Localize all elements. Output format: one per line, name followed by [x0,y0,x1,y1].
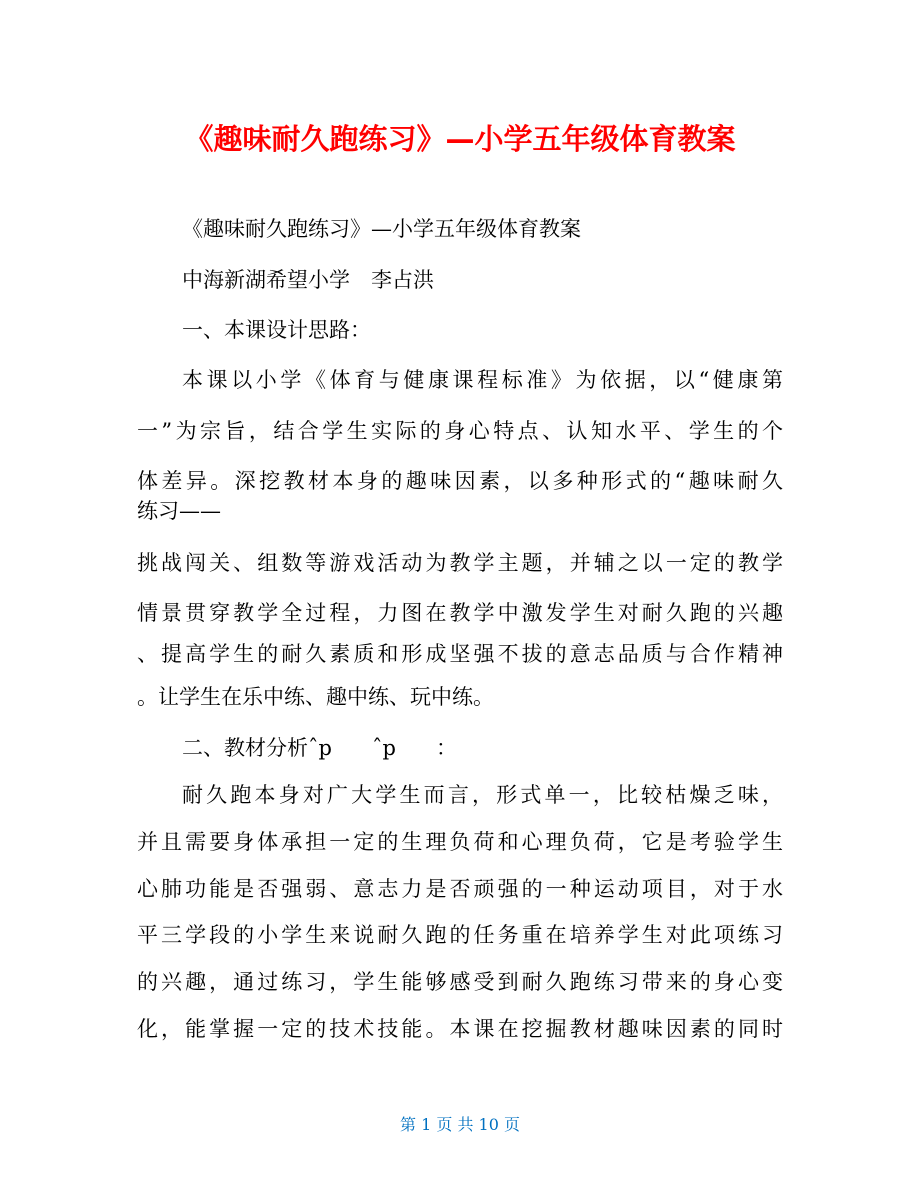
paragraph-line: 中海新湖希望小学 李占洪 [182,268,434,292]
paragraph-line: 的兴趣，通过练习，学生能够感受到耐久跑练习带来的身心变 [137,970,783,994]
paragraph-line: 挑战闯关、组数等游戏活动为教学主题，并辅之以一定的教学 [137,551,783,575]
paragraph-line: 化，能掌握一定的技术技能。本课在挖掘教材趣味因素的同时 [137,1017,783,1041]
paragraph-line: 本课以小学《体育与健康课程标准》为依据，以“健康第 [182,368,783,392]
paragraph-line: 一”为宗旨，结合学生实际的身心特点、认知水平、学生的个 [137,419,783,443]
paragraph-line: 并且需要身体承担一定的生理负荷和心理负荷，它是考验学生 [137,830,783,854]
paragraph-line: 心肺功能是否强弱、意志力是否顽强的一种运动项目，对于水 [137,877,783,901]
section-heading: 二、教材分析ˆp ˆp ： [182,736,457,760]
document-title: 《趣味耐久跑练习》—小学五年级体育教案 [184,122,736,156]
paragraph-line: 平三学段的小学生来说耐久跑的任务重在培养学生对此项练习 [137,923,783,947]
paragraph-line: 体差异。深挖教材本身的趣味因素，以多种形式的“趣味耐久 [137,469,783,493]
paragraph-line: 、提高学生的耐久素质和形成坚强不拔的意志品质与合作精神 [137,642,783,666]
paragraph-line: 情景贯穿教学全过程，力图在教学中激发学生对耐久跑的兴趣 [137,601,783,625]
section-heading: 一、本课设计思路： [182,318,371,342]
paragraph-line: 练习—— [137,499,221,523]
page-footer: 第 1 页 共 10 页 [400,1115,520,1134]
paragraph-line: 耐久跑本身对广大学生而言，形式单一，比较枯燥乏味， [182,783,783,807]
paragraph-line: 《趣味耐久跑练习》—小学五年级体育教案 [182,217,581,241]
paragraph-line: 。让学生在乐中练、趣中练、玩中练。 [137,685,494,709]
